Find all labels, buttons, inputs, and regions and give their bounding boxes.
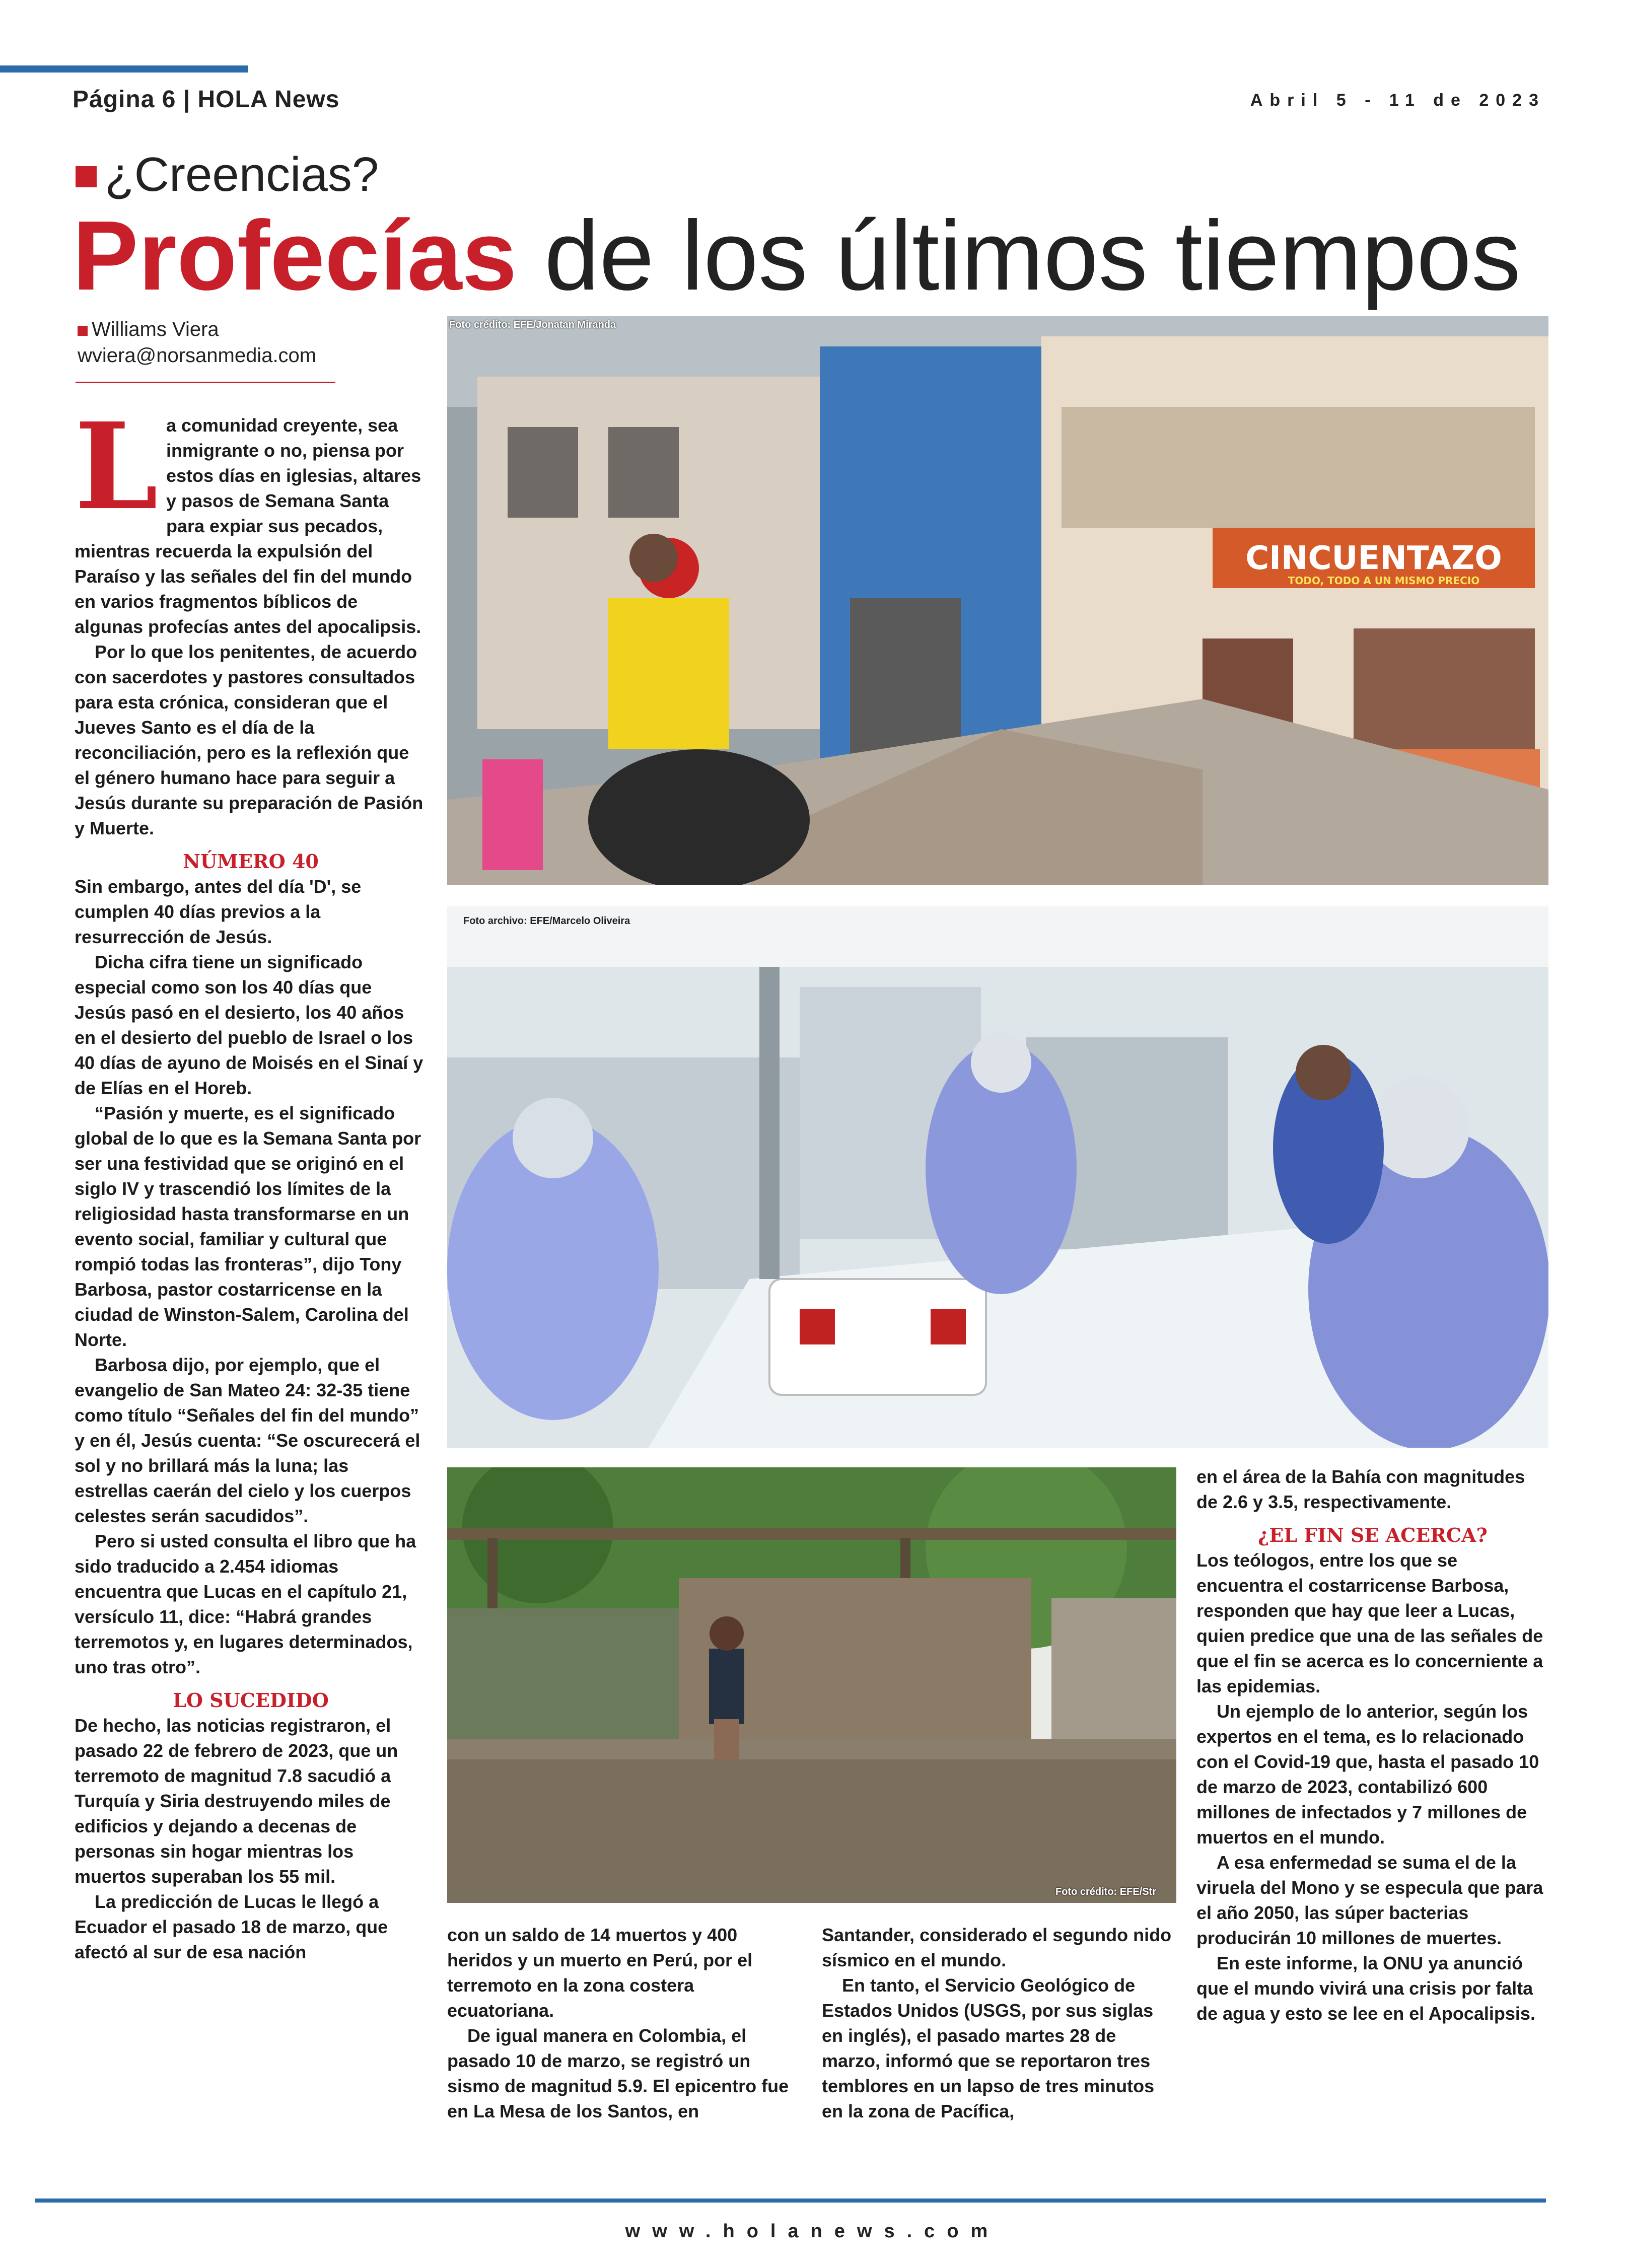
paragraph: Barbosa dijo, por ejemplo, que el evangelio de San Mateo 24: 32-35 tiene como título “Señales del fin del mundo” y en él, Jesús cuenta: “Se oscurecerá el sol y no brillará más la luna; las estrellas caerán del cielo y los cuerpos celestes serán sacudidos”. [75, 1355, 420, 1526]
kicker-marker [76, 166, 97, 187]
headline-highlight: Profecías [73, 200, 517, 311]
paragraph: La predicción de Lucas le llegó a Ecuador el pasado 18 de marzo, que afectó al sur de esa nación [75, 1891, 388, 1962]
paragraph: “Pasión y muerte, es el significado global de lo que es la Semana Santa por ser una festividad que se originó en el siglo IV y trascendió los límites de la religiosidad hasta transformarse en un evento social, familiar y cultural que rompió todas las fronteras”, dijo Tony Barbosa, pastor costarricense en la ciudad de Winston-Salem, Carolina del Norte. [75, 1103, 421, 1350]
paragraph: A esa enfermedad se suma el de la viruela del Mono y se especula que para el año 2050, las súper bacterias producirán 10 millones de muertes. [1196, 1852, 1543, 1948]
byline-marker [78, 326, 88, 336]
headline [73, 200, 1521, 311]
section-heading: LO SUCEDIDO [173, 1689, 329, 1712]
paragraph: De hecho, las noticias registraron, el pasado 22 de febrero de 2023, que un terremoto de magnitud 7.8 sacudió a Turquía y Siria destruyendo miles de edificios y dejando a decenas de personas sin hogar mientras los muertos superaban los 55 mil. [75, 1715, 398, 1887]
article-column-2 [447, 1923, 800, 2124]
photo-hospital [447, 906, 1548, 1448]
issue-date: Abril 5 - 11 de 2023 [1250, 91, 1545, 110]
headline-rest: de los últimos tiempos [544, 200, 1521, 311]
photo-credit: Foto crédito: EFE/Str [1055, 1886, 1156, 1897]
section-heading: ¿EL FIN SE ACERCA? [1258, 1524, 1488, 1546]
byline-rule [76, 382, 335, 383]
drop-cap: L [75, 396, 158, 536]
photo-earthquake-street [447, 316, 1548, 885]
footer-url[interactable]: www.holanews.com [625, 2221, 1000, 2242]
paragraph: En este informe, la ONU ya anunció que el mundo vivirá una crisis por falta de agua y esto se lee en el Apocalipsis. [1196, 1953, 1535, 2024]
paragraph: Por lo que los penitentes, de acuerdo con sacerdotes y pastores consultados para esta crónica, consideran que el Jueves Santo es el día de la reconciliación, pero es la reflexión que el género humano hace para seguir a Jesús durante su preparación de Pasión y Muerte. [75, 642, 423, 838]
footer-rule [35, 2199, 1546, 2203]
shop-sign-subtext: TODO, TODO A UN MISMO PRECIO [1288, 575, 1480, 587]
paragraph: De igual manera en Colombia, el pasado 10 de marzo, se registró un sismo de magnitud 5.9. El epicentro fue en La Mesa de los Santos, en [447, 2025, 789, 2121]
byline-author: Williams Viera [92, 318, 219, 340]
paragraph: Dicha cifra tiene un significado especial como son los 40 días que Jesús pasó en el desierto, los 40 años en el desierto del pueblo de Israel o los 40 días de ayuno de Moisés en el Sinaí y de Elías en el Horeb. [75, 952, 423, 1098]
shop-sign-text: CINCUENTAZO [1245, 540, 1502, 577]
paragraph: Pero si usted consulta el libro que ha sido traducido a 2.454 idiomas encuentra que Lucas en el capítulo 21, versículo 11, dice: “Habrá grandes terremotos y, en lugares determinados, uno tras otro”. [75, 1531, 416, 1677]
paragraph: Santander, considerado el segundo nido sísmico en el mundo. [822, 1925, 1172, 1970]
article-column-3 [822, 1923, 1174, 2124]
article-column-4 [1196, 1464, 1549, 2026]
byline [78, 316, 316, 369]
paragraph: En tanto, el Servicio Geológico de Estados Unidos (USGS, por sus siglas en inglés), el pasado martes 28 de marzo, informó que se reportaron tres temblores en un lapso de tres minutos en la zona de Pacífica, [822, 1975, 1155, 2121]
page-label: Página 6 | HOLA News [73, 86, 340, 113]
top-accent-bar [0, 65, 248, 73]
section-heading: NÚMERO 40 [183, 850, 319, 873]
photo-credit: Foto crédito: EFE/Jonatan Miranda [449, 319, 616, 330]
photo-flood [447, 1467, 1176, 1903]
paragraph: con un saldo de 14 muertos y 400 heridos y un muerto en Perú, por el terremoto en la zona costera ecuatoriana. [447, 1925, 753, 2021]
byline-email: wviera@norsanmedia.com [78, 344, 317, 367]
photo-credit: Foto archivo: EFE/Marcelo Oliveira [463, 915, 630, 927]
paragraph: Los teólogos, entre los que se encuentra el costarricense Barbosa, responden que hay que leer a Lucas, quien predice que una de las señales de que el fin se acerca es lo concerniente a las epidemias. [1196, 1550, 1543, 1696]
paragraph: a comunidad creyente, sea inmigrante o no, piensa por estos días en iglesias, altares y pasos de Semana Santa para expiar sus pecados, mientras recuerda la expulsión del Paraíso y las señales del fin del mundo en varios fragmentos bíblicos de algunas profecías antes del apocalipsis. [75, 415, 421, 637]
paragraph: Sin embargo, antes del día 'D', se cumplen 40 días previos a la resurrección de Jesús. [75, 876, 362, 947]
paragraph: en el área de la Bahía con magnitudes de 2.6 y 3.5, respectivamente. [1196, 1466, 1525, 1512]
paragraph: Un ejemplo de lo anterior, según los expertos en el tema, es lo relacionado con el Covid-19 que, hasta el pasado 10 de marzo de 2023, contabilizó 600 millones de infectados y 7 millones de muertos en el mundo. [1196, 1701, 1539, 1848]
article-column-1 [75, 396, 427, 1965]
kicker: ¿Creencias? [105, 148, 379, 201]
